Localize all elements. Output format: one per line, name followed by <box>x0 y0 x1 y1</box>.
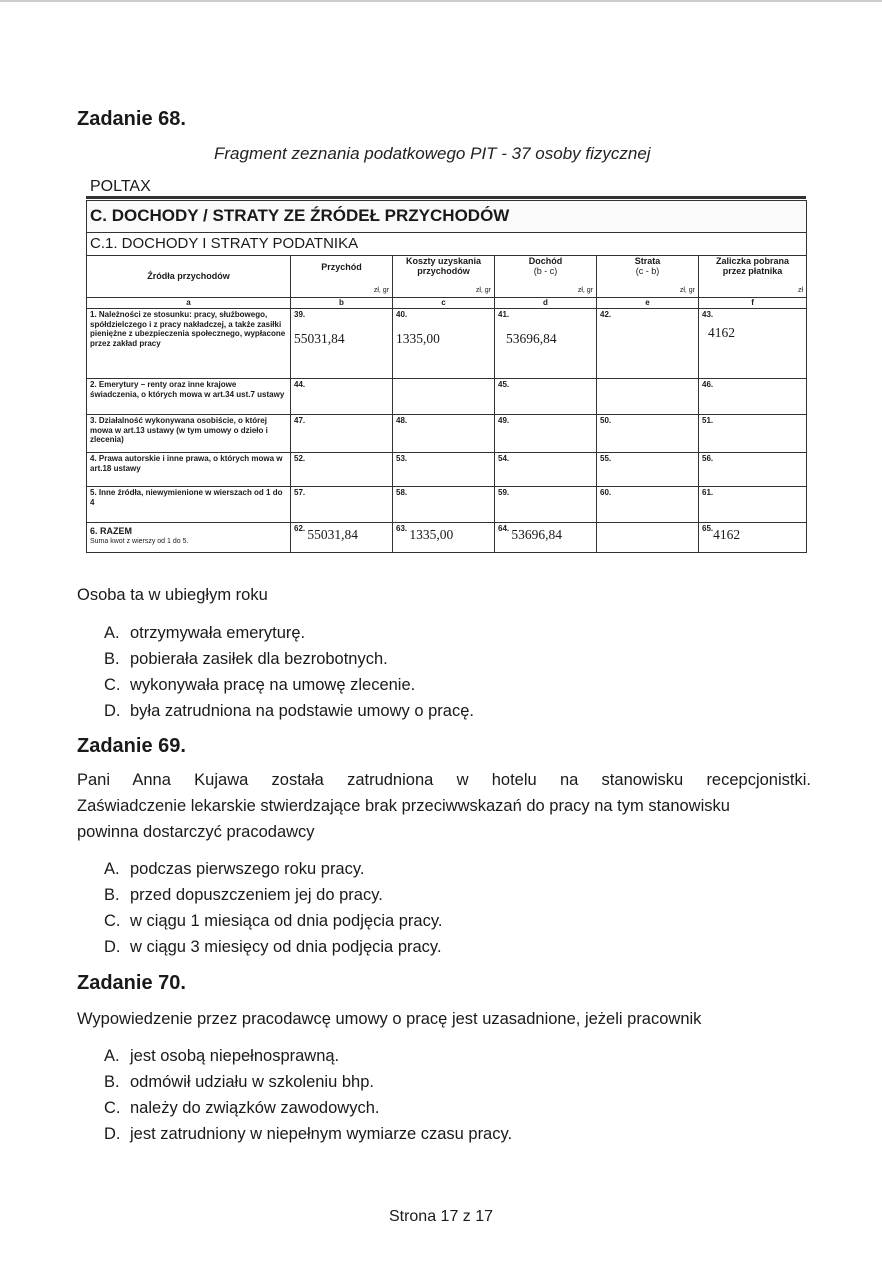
col-letter-c: c <box>393 298 495 309</box>
header-costs-unit: zł, gr <box>475 286 491 294</box>
cell-value: 4162 <box>713 527 741 542</box>
row-4-loss <box>597 453 699 487</box>
task-68-question: Osoba ta w ubiegłym roku <box>77 586 268 604</box>
option-b[interactable] <box>104 1069 512 1095</box>
table-row <box>87 415 807 453</box>
cell-number: 45. <box>498 380 510 389</box>
cell-number: 53. <box>396 454 408 463</box>
option-c[interactable] <box>104 672 474 698</box>
option-letter: D. <box>104 938 121 956</box>
task-69-title: Zadanie 69. <box>77 735 186 757</box>
cell-number: 51. <box>702 416 714 425</box>
row-1-income <box>291 309 393 379</box>
row-3-profit <box>495 415 597 453</box>
row-1-loss <box>597 309 699 379</box>
row-3-label: 3. Działalność wykonywana osobiście, o której mowa w art.13 ustawy (w tym umowy o dzieło i zlecenia) <box>87 415 291 453</box>
header-advance-label: Zaliczka pobrana przez płatnika <box>716 256 790 276</box>
option-text: jest osobą niepełnosprawną. <box>130 1047 340 1065</box>
cell-number: 47. <box>294 416 306 425</box>
total-loss <box>597 523 699 553</box>
row-2-loss <box>597 379 699 415</box>
row-5-advance <box>699 487 807 523</box>
task-69-options <box>104 856 442 960</box>
row-2-profit <box>495 379 597 415</box>
cell-number: 56. <box>702 454 714 463</box>
row-1-costs <box>393 309 495 379</box>
header-profit <box>495 256 597 298</box>
cell-value: 4162 <box>708 324 735 340</box>
table-row <box>87 453 807 487</box>
section-c-title: C. DOCHODY / STRATY ZE ŹRÓDEŁ PRZYCHODÓW <box>87 201 807 233</box>
cell-number: 50. <box>600 416 612 425</box>
task-68-title: Zadanie 68. <box>77 108 186 130</box>
option-letter: D. <box>104 702 121 720</box>
option-b[interactable] <box>104 646 474 672</box>
option-text: pobierała zasiłek dla bezrobotnych. <box>130 650 388 668</box>
option-letter: C. <box>104 676 121 694</box>
task-69-line-3: powinna dostarczyć pracodawcy <box>77 823 315 841</box>
task-70-options <box>104 1043 512 1147</box>
option-d[interactable] <box>104 934 442 960</box>
option-letter: B. <box>104 650 120 668</box>
page-footer: Strona 17 z 17 <box>388 1208 494 1225</box>
header-profit-label: Dochód <box>528 256 563 266</box>
cell-value: 55031,84 <box>294 330 345 346</box>
cell-number: 40. <box>396 310 408 319</box>
scan-top-edge <box>0 0 882 2</box>
header-income-label: Przychód <box>321 262 362 272</box>
table-header-row <box>87 256 807 298</box>
header-loss-unit: zł, gr <box>679 286 695 294</box>
option-letter: C. <box>104 912 121 930</box>
cell-number: 58. <box>396 488 408 497</box>
row-5-costs <box>393 487 495 523</box>
option-letter: D. <box>104 1125 121 1143</box>
cell-number: 39. <box>294 310 306 319</box>
row-1-label: 1. Należności ze stosunku: pracy, służbowego, spółdzielczego i z pracy nakładczej, a także zasiłki pieniężne z ubezpieczenia społecznego, wypłacone przez zakład pracy <box>87 309 291 379</box>
cell-value: 55031,84 <box>307 527 358 542</box>
cell-number: 59. <box>498 488 510 497</box>
option-d[interactable] <box>104 698 474 724</box>
option-a[interactable] <box>104 620 474 646</box>
cell-number: 61. <box>702 488 714 497</box>
cell-number: 62. <box>294 524 306 533</box>
row-2-costs <box>393 379 495 415</box>
col-letter-b: b <box>291 298 393 309</box>
task-69-body <box>77 767 811 845</box>
total-profit <box>495 523 597 553</box>
total-note: Suma kwot z wierszy od 1 do 5. <box>90 537 189 545</box>
publisher-label: POLTAX <box>90 178 151 195</box>
col-letter-e: e <box>597 298 699 309</box>
cell-value: 53696,84 <box>511 527 562 542</box>
option-text: w ciągu 1 miesiąca od dnia podjęcia pracy. <box>130 912 443 930</box>
row-3-loss <box>597 415 699 453</box>
task-69-line-1: Pani Anna Kujawa została zatrudniona w hotelu na stanowisku recepcjonistki. <box>77 771 811 789</box>
header-loss <box>597 256 699 298</box>
row-5-profit <box>495 487 597 523</box>
cell-number: 60. <box>600 488 612 497</box>
cell-number: 52. <box>294 454 306 463</box>
option-letter: A. <box>104 624 120 642</box>
col-letter-d: d <box>495 298 597 309</box>
task-70-title: Zadanie 70. <box>77 972 186 994</box>
option-text: przed dopuszczeniem jej do pracy. <box>130 886 383 904</box>
total-advance <box>699 523 807 553</box>
row-1-profit <box>495 309 597 379</box>
total-title: 6. RAZEM <box>90 526 133 536</box>
row-2-label: 2. Emerytury – renty oraz inne krajowe świadczenia, o których mowa w art.34 ust.7 ustawy <box>87 379 291 415</box>
cell-number: 57. <box>294 488 306 497</box>
option-text: wykonywała pracę na umowę zlecenie. <box>130 676 416 694</box>
option-letter: B. <box>104 1073 120 1091</box>
option-letter: A. <box>104 1047 120 1065</box>
row-2-advance <box>699 379 807 415</box>
header-loss-formula: (c - b) <box>635 265 660 276</box>
task-68-options <box>104 620 474 724</box>
cell-number: 41. <box>498 310 510 319</box>
option-b[interactable] <box>104 882 442 908</box>
cell-number: 63. <box>396 524 408 533</box>
row-4-costs <box>393 453 495 487</box>
option-text: otrzymywała emeryturę. <box>130 624 306 642</box>
cell-number: 44. <box>294 380 306 389</box>
table-total-row <box>87 523 807 553</box>
row-3-income <box>291 415 393 453</box>
row-4-label: 4. Prawa autorskie i inne prawa, o których mowa w art.18 ustawy <box>87 453 291 487</box>
cell-number: 64. <box>498 524 510 533</box>
option-a[interactable] <box>104 1043 512 1069</box>
row-1-advance <box>699 309 807 379</box>
option-text: odmówił udziału w szkoleniu bhp. <box>130 1073 374 1091</box>
option-c[interactable] <box>104 1095 512 1121</box>
cell-number: 42. <box>600 310 612 319</box>
total-label <box>87 523 291 553</box>
header-profit-formula: (b - c) <box>533 265 558 276</box>
option-text: w ciągu 3 miesięcy od dnia podjęcia pracy. <box>130 938 442 956</box>
header-source: Źródła przychodów <box>87 256 291 298</box>
pit-37-table <box>86 200 807 553</box>
task-68-subtitle: Fragment zeznania podatkowego PIT - 37 osoby fizycznej <box>214 144 651 163</box>
option-c[interactable] <box>104 908 442 934</box>
header-loss-label: Strata <box>634 256 661 266</box>
total-costs <box>393 523 495 553</box>
cell-value: 53696,84 <box>506 330 557 346</box>
cell-number: 48. <box>396 416 408 425</box>
cell-number: 46. <box>702 380 714 389</box>
row-5-label: 5. Inne źródła, niewymienione w wierszach od 1 do 4 <box>87 487 291 523</box>
cell-number: 65. <box>702 524 714 533</box>
header-costs-label: Koszty uzyskania przychodów <box>405 256 482 276</box>
row-3-costs <box>393 415 495 453</box>
cell-number: 49. <box>498 416 510 425</box>
section-c1-title: C.1. DOCHODY I STRATY PODATNIKA <box>87 233 807 256</box>
table-top-rule <box>86 196 806 199</box>
header-advance-unit: zł <box>798 286 804 294</box>
option-letter: B. <box>104 886 120 904</box>
cell-number: 55. <box>600 454 612 463</box>
row-4-income <box>291 453 393 487</box>
header-advance <box>699 256 807 298</box>
task-70-question: Wypowiedzenie przez pracodawcę umowy o pracę jest uzasadnione, jeżeli pracownik <box>77 1010 702 1028</box>
option-d[interactable] <box>104 1121 512 1147</box>
cell-value: 1335,00 <box>409 527 454 542</box>
column-letters-row <box>87 298 807 309</box>
table-row <box>87 309 807 379</box>
option-text: jest zatrudniony w niepełnym wymiarze czasu pracy. <box>130 1125 513 1143</box>
row-5-income <box>291 487 393 523</box>
table-row <box>87 379 807 415</box>
option-a[interactable] <box>104 856 442 882</box>
option-letter: A. <box>104 860 120 878</box>
cell-number: 54. <box>498 454 510 463</box>
total-income <box>291 523 393 553</box>
task-69-line-2: Zaświadczenie lekarskie stwierdzające brak przeciwwskazań do pracy na tym stanowisku <box>77 797 730 815</box>
option-letter: C. <box>104 1099 121 1117</box>
col-letter-a: a <box>87 298 291 309</box>
row-3-advance <box>699 415 807 453</box>
row-4-profit <box>495 453 597 487</box>
row-4-advance <box>699 453 807 487</box>
row-2-income <box>291 379 393 415</box>
option-text: podczas pierwszego roku pracy. <box>130 860 365 878</box>
col-letter-f: f <box>699 298 807 309</box>
header-income <box>291 256 393 298</box>
header-costs <box>393 256 495 298</box>
header-profit-unit: zł, gr <box>577 286 593 294</box>
cell-value: 1335,00 <box>396 330 440 346</box>
option-text: należy do związków zawodowych. <box>130 1099 380 1117</box>
header-income-unit: zł, gr <box>373 286 389 294</box>
table-row <box>87 487 807 523</box>
cell-number: 43. <box>702 310 714 319</box>
option-text: była zatrudniona na podstawie umowy o pracę. <box>130 702 474 720</box>
row-5-loss <box>597 487 699 523</box>
